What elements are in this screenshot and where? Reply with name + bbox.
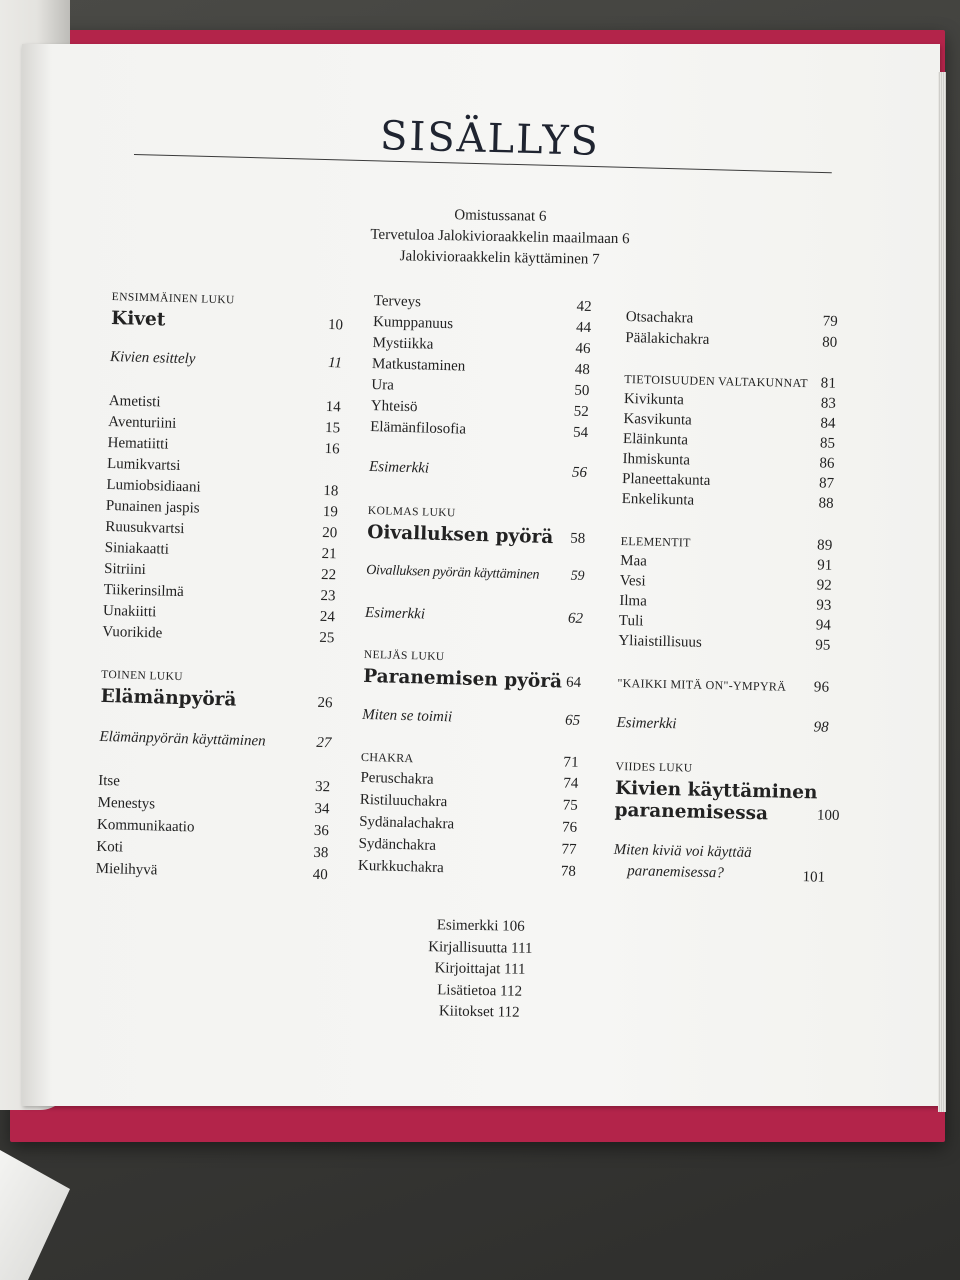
toc-entry: Sitriini 22 xyxy=(103,560,337,584)
chapter-heading: Elämänpyörä 26 xyxy=(100,685,333,712)
front-matter-item: Tervetuloa Jalokivioraakkelin maailmaan 6 xyxy=(370,226,630,248)
section-label: "KAIKKI MITÄ ON"-YMPYRÄ 96 xyxy=(617,675,830,696)
back-matter-item: Kirjoittajat 111 xyxy=(434,960,526,978)
toc-entry: Kumppanuus 44 xyxy=(372,313,592,337)
toc-entry: Ura 50 xyxy=(371,376,590,400)
chapter-heading: Kivet 10 xyxy=(110,307,344,334)
toc-entry: Lumiobsidiaani 18 xyxy=(106,476,339,500)
toc-entry: Punainen jaspis 19 xyxy=(105,497,339,521)
toc-entry: Ametisti 14 xyxy=(108,392,341,416)
toc-entry: Sydänalachakra 76 xyxy=(358,813,578,836)
chapter-heading: Paranemisen pyörä 64 xyxy=(362,665,582,693)
chapter-label: VIIDES LUKU xyxy=(615,760,693,775)
chapter-heading: Kivien käyttäminen paranemisessa 100 xyxy=(614,777,840,825)
chapter-label: ENSIMMÄINEN LUKU xyxy=(111,290,235,307)
toc-entry: Esimerkki 98 xyxy=(616,714,829,736)
chapter-heading: Oivalluksen pyörä 58 xyxy=(366,521,586,549)
toc-entry: Yhteisö 52 xyxy=(370,397,589,421)
toc-entry: Terveys 42 xyxy=(373,292,592,316)
toc-entry: Miten kiviä voi käyttää paranemisessa? 101 xyxy=(613,841,826,886)
front-matter-item: Jalokivioraakkelin käyttäminen 7 xyxy=(399,248,600,268)
toc-entry: Kivikunta 83 xyxy=(623,390,837,412)
toc-entry: Aventuriini 15 xyxy=(108,413,341,437)
toc-entry: Lumikvartsi xyxy=(106,455,181,474)
toc-entry: Elämänfilosofia 54 xyxy=(370,418,589,442)
page-title: SISÄLLYS xyxy=(379,113,601,165)
chapter-label: KOLMAS LUKU xyxy=(367,504,456,520)
toc-entry: Matkustaminen 48 xyxy=(371,355,591,379)
page-edges xyxy=(938,72,946,1112)
toc-entry: Otsachakra 79 xyxy=(625,308,838,330)
toc-entry: Vuorikide 25 xyxy=(102,623,335,647)
toc-entry: Maa 91 xyxy=(620,552,833,574)
toc-entry: Kommunikaatio 36 xyxy=(96,816,330,840)
toc-entry: Yliaistillisuus 95 xyxy=(618,632,831,654)
toc-entry: Mystiikka 46 xyxy=(372,334,591,358)
toc-entry: Itse 32 xyxy=(98,772,331,796)
toc-entry: Päälakichakra 80 xyxy=(625,329,838,351)
toc-entry: Siniakaatti 21 xyxy=(104,539,337,563)
toc-entry: Koti 38 xyxy=(96,838,329,862)
back-matter-item: Kiitokset 112 xyxy=(438,1003,520,1021)
page-corner xyxy=(0,1150,70,1280)
toc-entry: Tiikerinsilmä 23 xyxy=(103,581,336,605)
toc-entry: Vesi 92 xyxy=(619,572,832,594)
toc-entry: Mielihyvä 40 xyxy=(95,860,328,884)
toc-entry: Oivalluksen pyörän käyttäminen 59 xyxy=(366,562,585,584)
toc-entry: Peruschakra 74 xyxy=(360,769,579,792)
back-matter-item: Kirjallisuutta 111 xyxy=(428,938,533,957)
toc-entry: Eläinkunta 85 xyxy=(622,430,836,452)
chapter-label: NELJÄS LUKU xyxy=(363,648,445,664)
front-matter-item: Omistussanat 6 xyxy=(454,207,547,225)
toc-entry: Ruusukvartsi 20 xyxy=(105,518,338,542)
section-label: CHAKRA 71 xyxy=(360,749,580,771)
chapter-label: TOINEN LUKU xyxy=(101,668,184,684)
toc-entry: Sydänchakra 77 xyxy=(358,835,577,858)
back-matter-item: Lisätietoa 112 xyxy=(437,981,523,1000)
toc-entry: Kasvikunta 84 xyxy=(623,410,836,432)
toc-entry: Ristiluuchakra 75 xyxy=(359,791,578,814)
toc-entry: Elämänpyörän käyttäminen 27 xyxy=(99,728,332,752)
toc-entry: Kivien esittely 11 xyxy=(109,348,343,372)
toc-entry: Menestys 34 xyxy=(97,794,330,818)
toc-entry: Miten se toimii 65 xyxy=(361,706,581,729)
toc-entry: Unakiitti 24 xyxy=(102,602,336,626)
toc-entry: Tuli 94 xyxy=(618,612,832,634)
toc-entry: Ihmiskunta 86 xyxy=(622,450,835,472)
section-label: TIETOISUUDEN VALTAKUNNAT 81 xyxy=(624,371,837,392)
toc-entry: Hematiitti 16 xyxy=(107,434,340,458)
toc-entry: Enkelikunta 88 xyxy=(621,490,834,512)
toc-entry: Esimerkki 56 xyxy=(368,458,588,482)
toc-entry: Planeettakunta 87 xyxy=(621,470,835,492)
back-matter-item: Esimerkki 106 xyxy=(436,917,525,935)
toc-entry: Esimerkki 62 xyxy=(364,604,584,627)
front-matter xyxy=(339,203,660,272)
toc-entry: Kurkkuchakra 78 xyxy=(357,857,577,880)
section-label: ELEMENTIT 89 xyxy=(620,533,833,554)
toc-entry: Ilma 93 xyxy=(619,592,832,614)
back-matter xyxy=(399,915,561,1025)
